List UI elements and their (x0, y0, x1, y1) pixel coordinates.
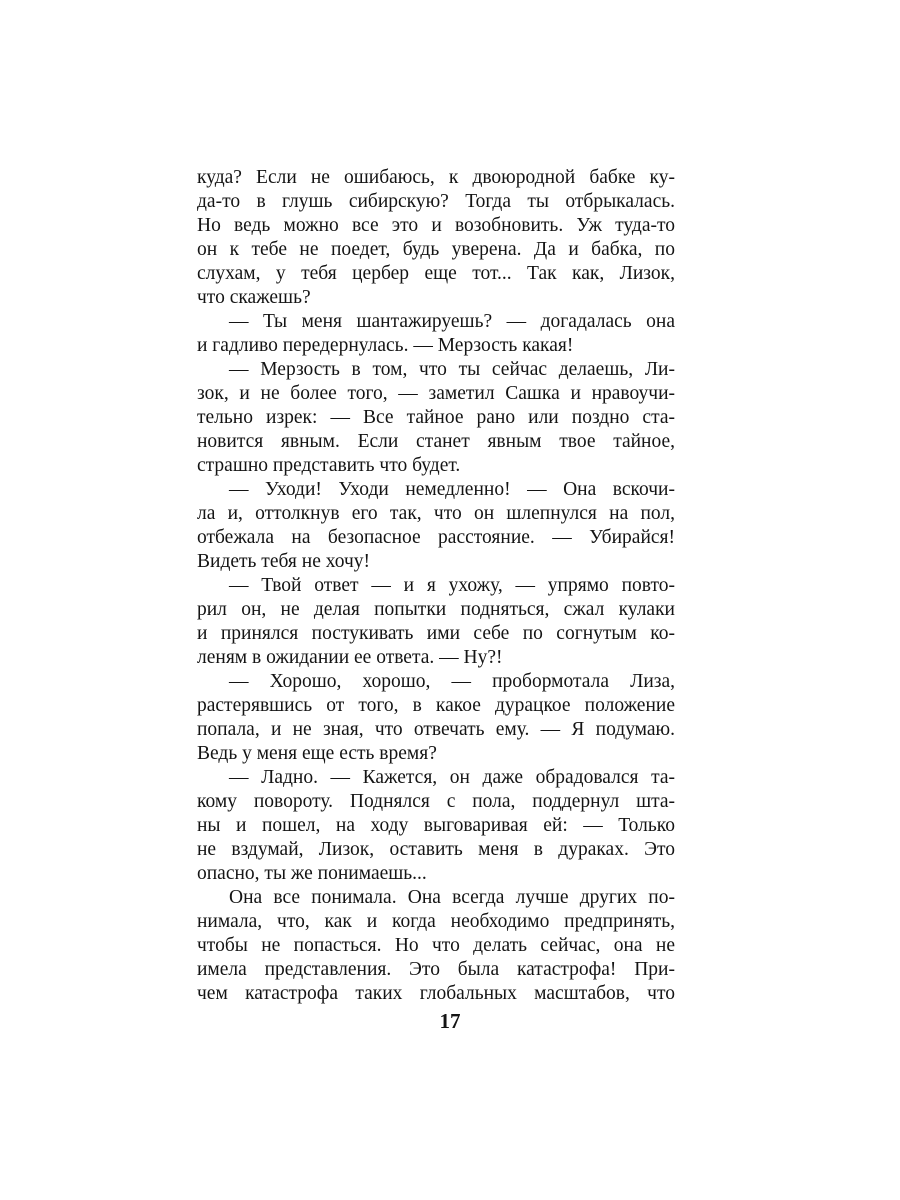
text-line: ла и, оттолкнув его так, что он шлепнулся на пол, (197, 503, 675, 524)
text-line: не вздумай, Лизок, оставить меня в дураках. Это (197, 839, 675, 860)
text-line: Видеть тебя не хочу! (197, 551, 371, 572)
text-line: слухам, у тебя цербер еще тот... Так как, Лизок, (197, 263, 675, 284)
text-line: нимала, что, как и когда необходимо предпринять, (197, 911, 675, 932)
page-number: 17 (439, 1009, 461, 1033)
text-line: Она все понимала. Она всегда лучше других по- (229, 887, 675, 908)
text-line: кому повороту. Поднялся с пола, поддернул шта- (197, 791, 675, 812)
text-line: — Уходи! Уходи немедленно! — Она вскочи- (229, 479, 675, 500)
text-line: — Твой ответ — и я ухожу, — упрямо повто- (229, 575, 675, 596)
text-line: — Ты меня шантажируешь? — догадалась она (229, 311, 675, 332)
text-line: — Хорошо, хорошо, — пробормотала Лиза, (229, 671, 675, 692)
text-line: что скажешь? (197, 287, 311, 308)
text-line: — Ладно. — Кажется, он даже обрадовался та- (229, 767, 675, 788)
text-line: рил он, не делая попытки подняться, сжал кулаки (197, 599, 675, 620)
text-line: да-то в глушь сибирскую? Тогда ты отбрыкалась. (197, 191, 675, 212)
text-line: леням в ожидании ее ответа. — Ну?! (197, 647, 503, 668)
text-line: чем катастрофа таких глобальных масштабов, что (197, 983, 675, 1004)
text-line: растерявшись от того, в какое дурацкое положение (197, 695, 675, 716)
text-line: — Мерзость в том, что ты сейчас делаешь, Ли- (229, 359, 675, 380)
text-line: попала, и не зная, что отвечать ему. — Я подумаю. (197, 719, 675, 740)
body-text (197, 166, 675, 1006)
text-line: и принялся постукивать ими себе по согнутым ко- (197, 623, 675, 644)
text-line: новится явным. Если станет явным твое тайное, (197, 431, 675, 452)
text-line: Ведь у меня еще есть время? (197, 743, 437, 764)
text-line: тельно изрек: — Все тайное рано или поздно ста- (197, 407, 675, 428)
text-line: отбежала на безопасное расстояние. — Убирайся! (197, 527, 675, 548)
text-line: и гадливо передернулась. — Мерзость какая! (197, 335, 574, 356)
text-line: он к тебе не поедет, будь уверена. Да и бабка, по (197, 239, 675, 260)
text-line: зок, и не более того, — заметил Сашка и нравоучи- (197, 383, 675, 404)
text-line: куда? Если не ошибаюсь, к двоюродной бабке ку- (197, 167, 675, 188)
text-line: имела представления. Это была катастрофа! При- (197, 959, 675, 980)
text-line: ны и пошел, на ходу выговаривая ей: — Только (197, 815, 675, 836)
text-line: Но ведь можно все это и возобновить. Уж туда-то (197, 215, 675, 236)
text-line: страшно представить что будет. (197, 455, 461, 476)
text-line: чтобы не попасться. Но что делать сейчас, она не (197, 935, 675, 956)
text-line: опасно, ты же понимаешь... (197, 863, 427, 884)
